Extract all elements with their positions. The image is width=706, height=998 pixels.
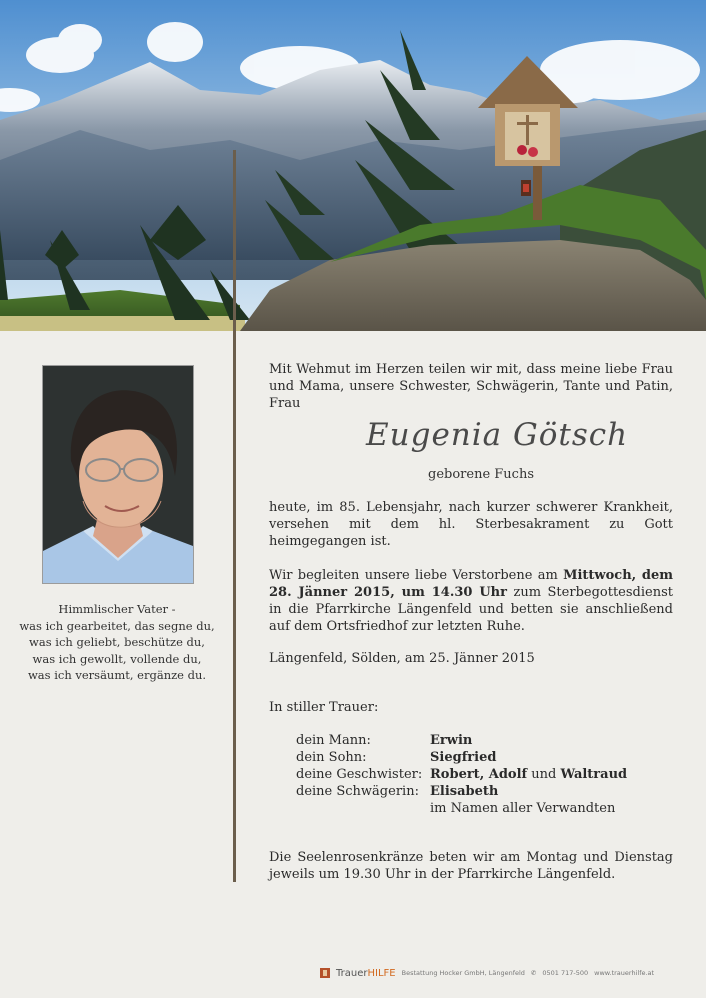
mourner-relation: deine Schwägerin:	[296, 784, 419, 799]
verse-line: was ich versäumt, ergänze du.	[27, 668, 207, 682]
mourner-relation: dein Mann:	[296, 733, 371, 748]
phone-icon: ✆	[530, 969, 537, 977]
intro-paragraph: Mit Wehmut im Herzen teilen wir mit, dass meine liebe Frau und Mama, unsere Schwester, Schwägerin, Tante und Patin, Frau	[269, 362, 673, 411]
mourner-names	[430, 766, 627, 783]
verse-line: was ich gearbeitet, das segne du,	[19, 618, 215, 633]
place-and-date: Längenfeld, Sölden, am 25. Jänner 2015	[269, 651, 535, 666]
mourner-relation	[296, 800, 430, 817]
rosary-paragraph: Die Seelenrosenkränze beten wir am Montag und Dienstag jeweils um 19.30 Uhr in der Pfarrkirche Längenfeld.	[269, 850, 673, 882]
mourner-name-part: Waltraud	[560, 767, 628, 782]
mourner-relation: dein Sohn:	[296, 750, 367, 765]
mourner-names: Elisabeth	[430, 784, 499, 799]
maiden-name: geborene Fuchs	[428, 467, 534, 482]
verse-block	[14, 601, 220, 684]
mourner-note: im Namen aller Verwandten	[430, 801, 616, 816]
verse-line: Himmlischer Vater -	[58, 602, 176, 616]
mourner-row	[296, 749, 627, 766]
vertical-divider-line	[233, 150, 236, 882]
verse-line: was ich gewollt, vollende du,	[32, 651, 202, 666]
funeral-date: Mittwoch, dem 28. Jänner 2015, um 14.30 Uhr	[269, 568, 673, 600]
website-link[interactable]: www.trauerhilfe.at	[594, 969, 655, 977]
mourner-row	[296, 800, 627, 817]
mourning-heading: In stiller Trauer:	[269, 700, 379, 715]
mourner-name-part: Robert, Adolf	[430, 767, 528, 782]
portrait-photo	[42, 365, 194, 584]
death-paragraph: heute, im 85. Lebensjahr, nach kurzer schwerer Krankheit, versehen mit dem hl. Sterbesakrament zu Gott heimgegangen ist.	[269, 500, 673, 549]
brand-name	[336, 968, 396, 979]
mourner-names: Erwin	[430, 733, 473, 748]
verse-line: was ich geliebt, beschütze du,	[29, 635, 205, 649]
footer	[320, 966, 654, 980]
brand-part: Trauer	[336, 967, 368, 979]
funeral-pre: Wir begleiten unsere liebe Verstorbene am	[269, 568, 564, 583]
trauerhilfe-logo-icon	[320, 968, 330, 978]
mourner-row	[296, 766, 627, 783]
landscape-header-image	[0, 0, 706, 331]
mourners-list	[296, 732, 627, 817]
brand-part-highlight: HILFE	[367, 967, 396, 979]
mourner-names: Siegfried	[430, 750, 497, 765]
mourner-row	[296, 732, 627, 749]
company-name: Bestattung Hocker GmbH, Längenfeld	[401, 969, 525, 977]
mourner-row	[296, 783, 627, 800]
phone-number: 0501 717-500	[542, 969, 589, 977]
deceased-name: Eugenia Götsch	[366, 417, 629, 453]
funeral-post: zum Sterbegottesdienst in die Pfarrkirche Längenfeld und betten sie anschließend auf dem Ortsfriedhof zur letzten Ruhe.	[269, 585, 673, 634]
mourner-relation: deine Geschwister:	[296, 767, 423, 782]
funeral-paragraph	[269, 567, 673, 635]
mourner-conjunction: und	[527, 767, 561, 782]
